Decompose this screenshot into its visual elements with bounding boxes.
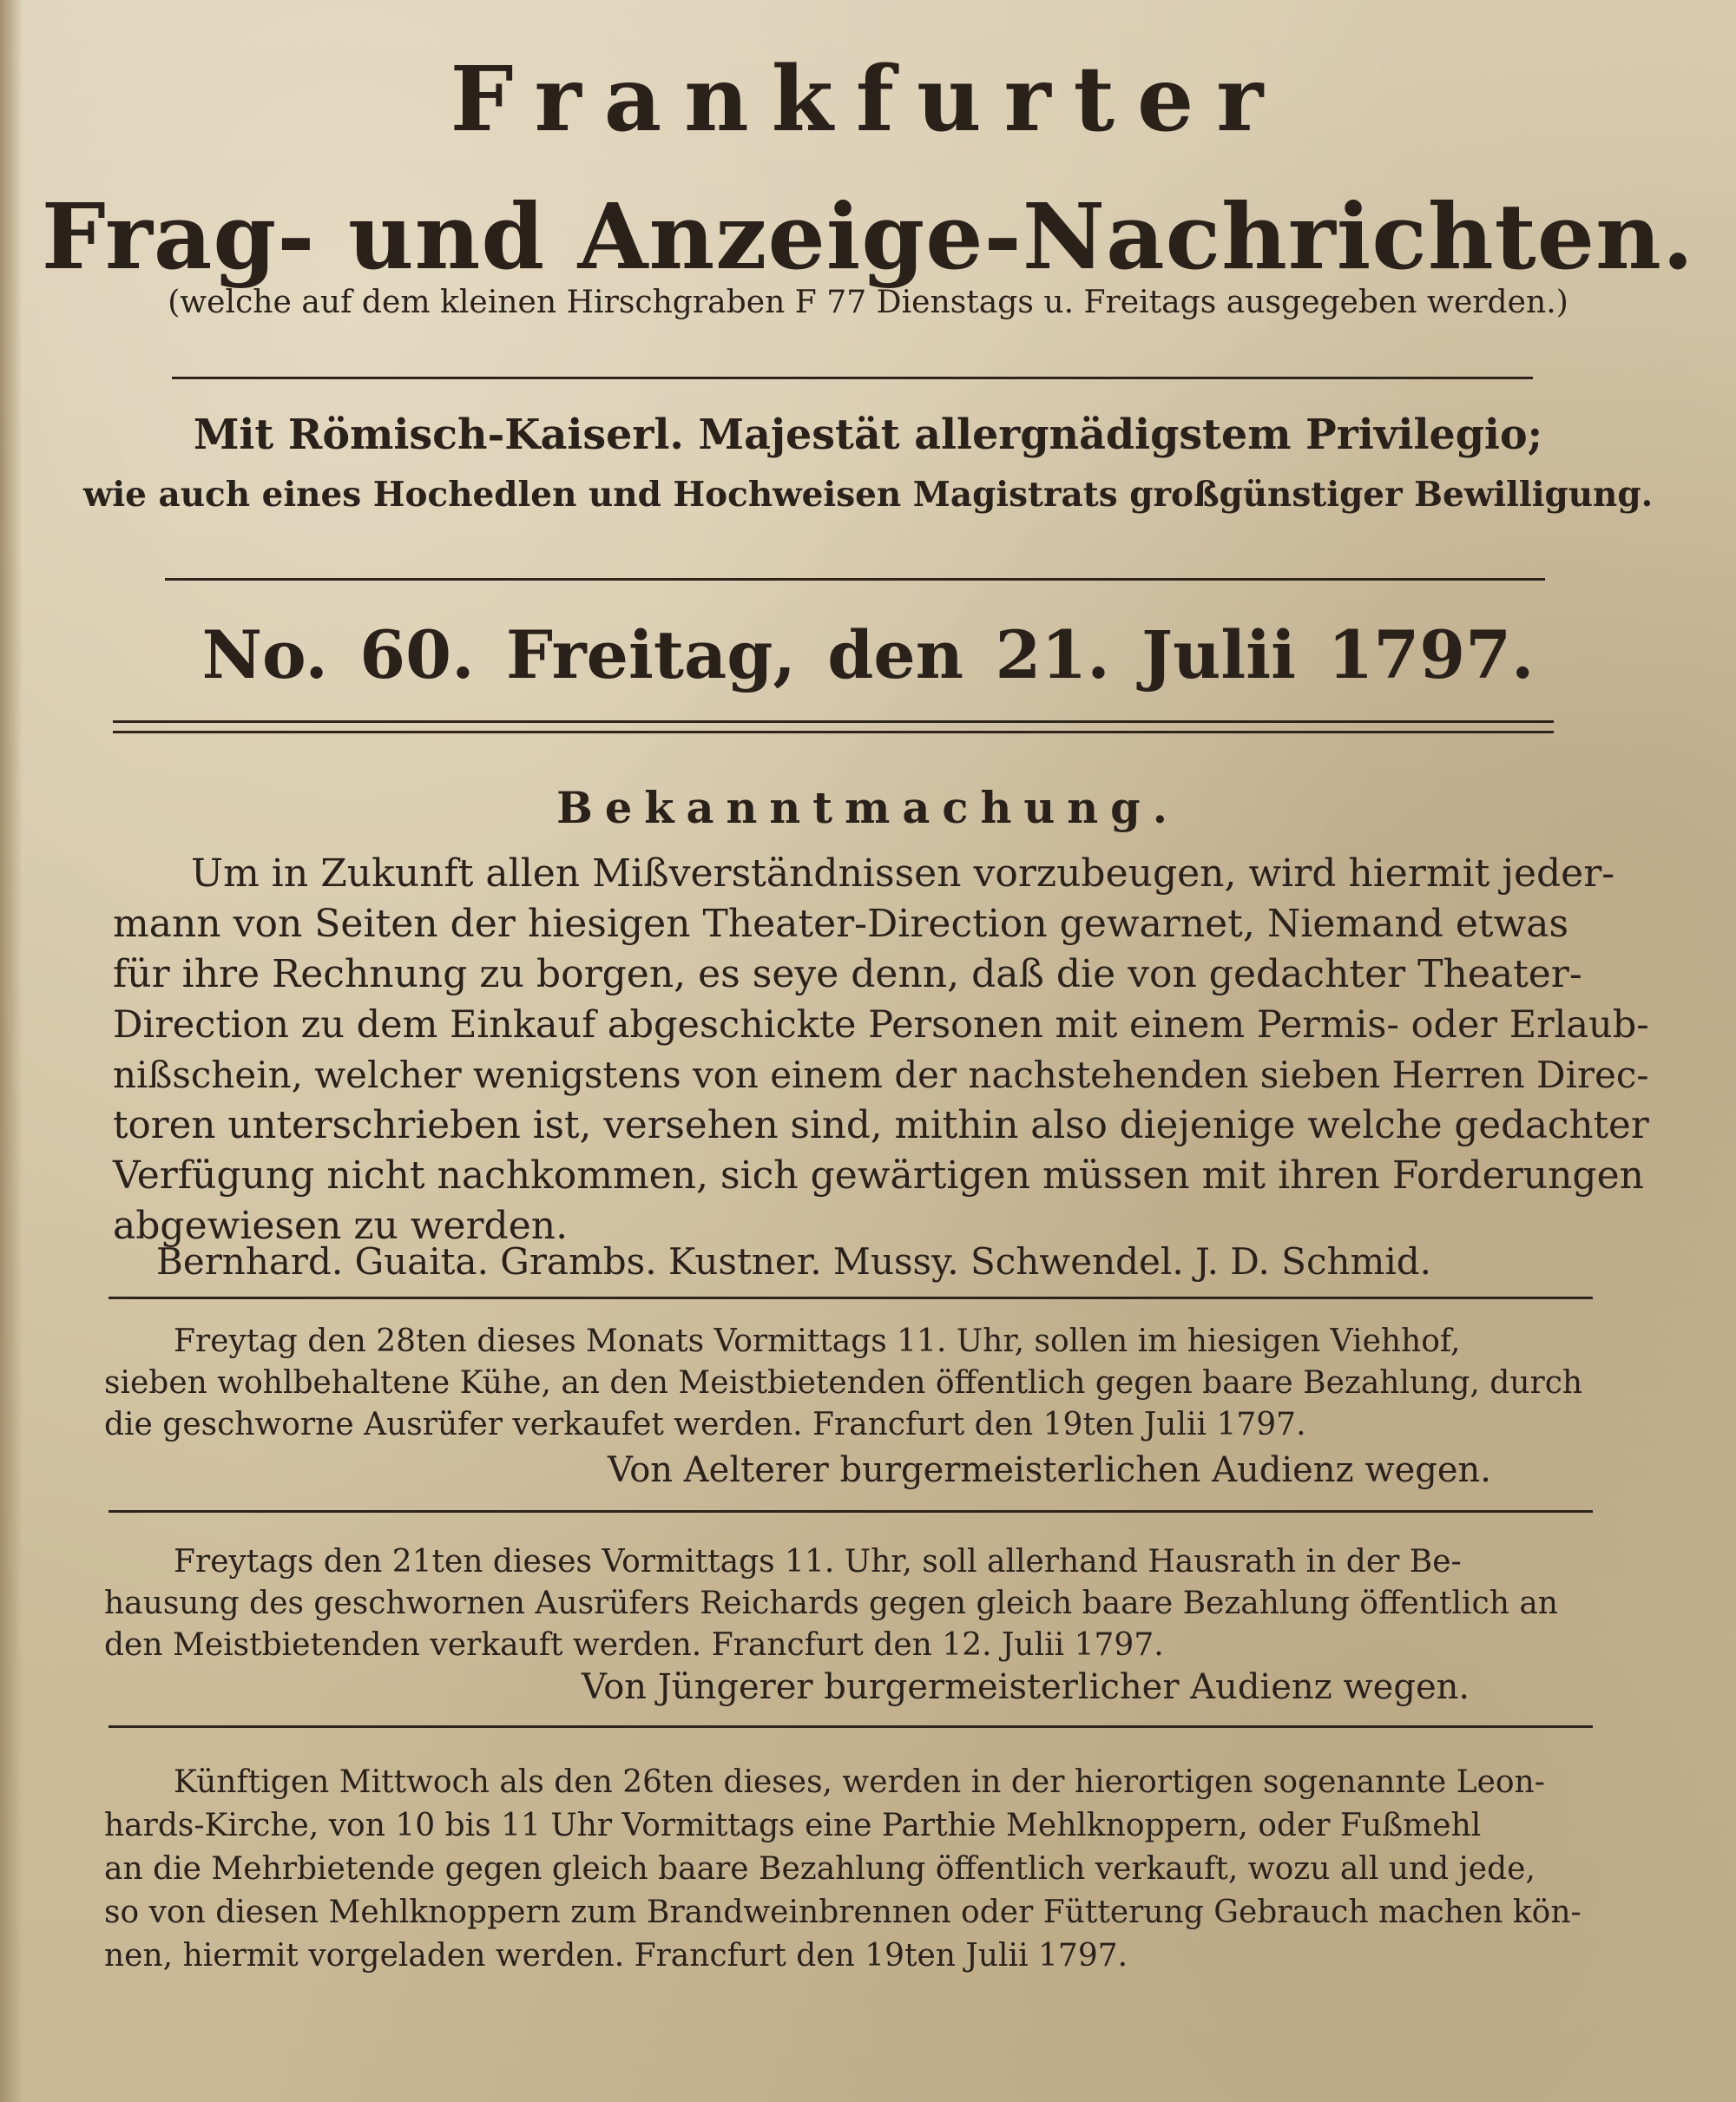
masthead-title-main: Frag- und Anzeige-Nachrichten. xyxy=(41,183,1695,290)
privilege-line-1: Mit Römisch-Kaiserl. Majestät allergnädigstem Privilegio; xyxy=(193,411,1543,459)
notice-text-line: nen, hiermit vorgeladen werden. Francfurt den 19ten Julii 1797. xyxy=(104,1938,1128,1974)
notice-text-line: die geschworne Ausrüfer verkaufet werden. Francfurt den 19ten Julii 1797. xyxy=(104,1407,1306,1442)
notice-text-line: mann von Seiten der hiesigen Theater-Direction gewarnet, Niemand etwas xyxy=(113,902,1569,946)
notice-text-line: abgewiesen zu werden. xyxy=(113,1204,569,1248)
divider-rule xyxy=(172,377,1533,379)
privilege-line-2: wie auch eines Hochedlen und Hochweisen Magistrats großgünstiger Bewilligung. xyxy=(82,475,1654,515)
issue-date-line: No. 60. Freitag, den 21. Julii 1797. xyxy=(201,616,1535,693)
notice-text-line: für ihre Rechnung zu borgen, es seye denn, daß die von gedachter Theater- xyxy=(113,952,1582,996)
double-divider-rule xyxy=(113,720,1554,733)
notice-text-line: hards-Kirche, von 10 bis 11 Uhr Vormittags eine Parthie Mehlknoppern, oder Fußmehl xyxy=(104,1808,1482,1843)
notice-text-line: nißschein, welcher wenigstens von einem der nachstehenden sieben Herren Direc- xyxy=(113,1054,1649,1096)
notice-signature: Von Aelterer burgermeisterlichen Audienz wegen. xyxy=(608,1450,1492,1490)
notice-text-line: Um in Zukunft allen Mißverständnissen vorzubeugen, wird hiermit jeder- xyxy=(191,851,1615,896)
divider-rule xyxy=(108,1510,1593,1513)
notice-text-line: Freytag den 28ten dieses Monats Vormittags 11. Uhr, sollen im hiesigen Viehhof, xyxy=(174,1324,1461,1359)
notice-text-line: Künftigen Mittwoch als den 26ten dieses, werden in der hierortigen sogenannte Leon- xyxy=(174,1764,1545,1800)
divider-rule xyxy=(108,1725,1593,1728)
notice-signature: Von Jüngerer burgermeisterlicher Audienz wegen. xyxy=(582,1667,1470,1707)
notice-text-line: Verfügung nicht nachkommen, sich gewärtigen müssen mit ihren Forderungen xyxy=(113,1153,1644,1198)
divider-rule xyxy=(165,578,1545,581)
masthead-title-top: Frankfurter xyxy=(450,48,1286,152)
notice-text-line: so von diesen Mehlknoppern zum Brandweinbrennen oder Fütterung Gebrauch machen kön- xyxy=(104,1895,1581,1930)
notice-text-line: Direction zu dem Einkauf abgeschickte Personen mit einem Permis- oder Erlaub- xyxy=(113,1003,1649,1047)
masthead-subtitle: (welche auf dem kleinen Hirschgraben F 77 Dienstags u. Freitags ausgegeben werden.) xyxy=(168,284,1568,320)
notice-signatories: Bernhard. Guaita. Grambs. Kustner. Mussy. Schwendel. J. D. Schmid. xyxy=(156,1240,1432,1283)
notice-text-line: hausung des geschwornen Ausrüfers Reichards gegen gleich baare Bezahlung öffentlich an xyxy=(104,1586,1558,1621)
notice-text-line: toren unterschrieben ist, versehen sind, mithin also diejenige welche gedachter xyxy=(113,1104,1649,1147)
notice-text-line: an die Mehrbietende gegen gleich baare Bezahlung öffentlich verkauft, wozu all und jede, xyxy=(104,1851,1535,1887)
notice-text-line: Freytags den 21ten dieses Vormittags 11. Uhr, soll allerhand Hausrath in der Be- xyxy=(174,1544,1462,1580)
notice-heading: Bekanntmachung. xyxy=(556,783,1180,833)
notice-text-line: sieben wohlbehaltene Kühe, an den Meistbietenden öffentlich gegen baare Bezahlung, durch xyxy=(104,1365,1583,1401)
divider-rule xyxy=(108,1297,1593,1299)
notice-text-line: den Meistbietenden verkauft werden. Francfurt den 12. Julii 1797. xyxy=(104,1627,1164,1663)
